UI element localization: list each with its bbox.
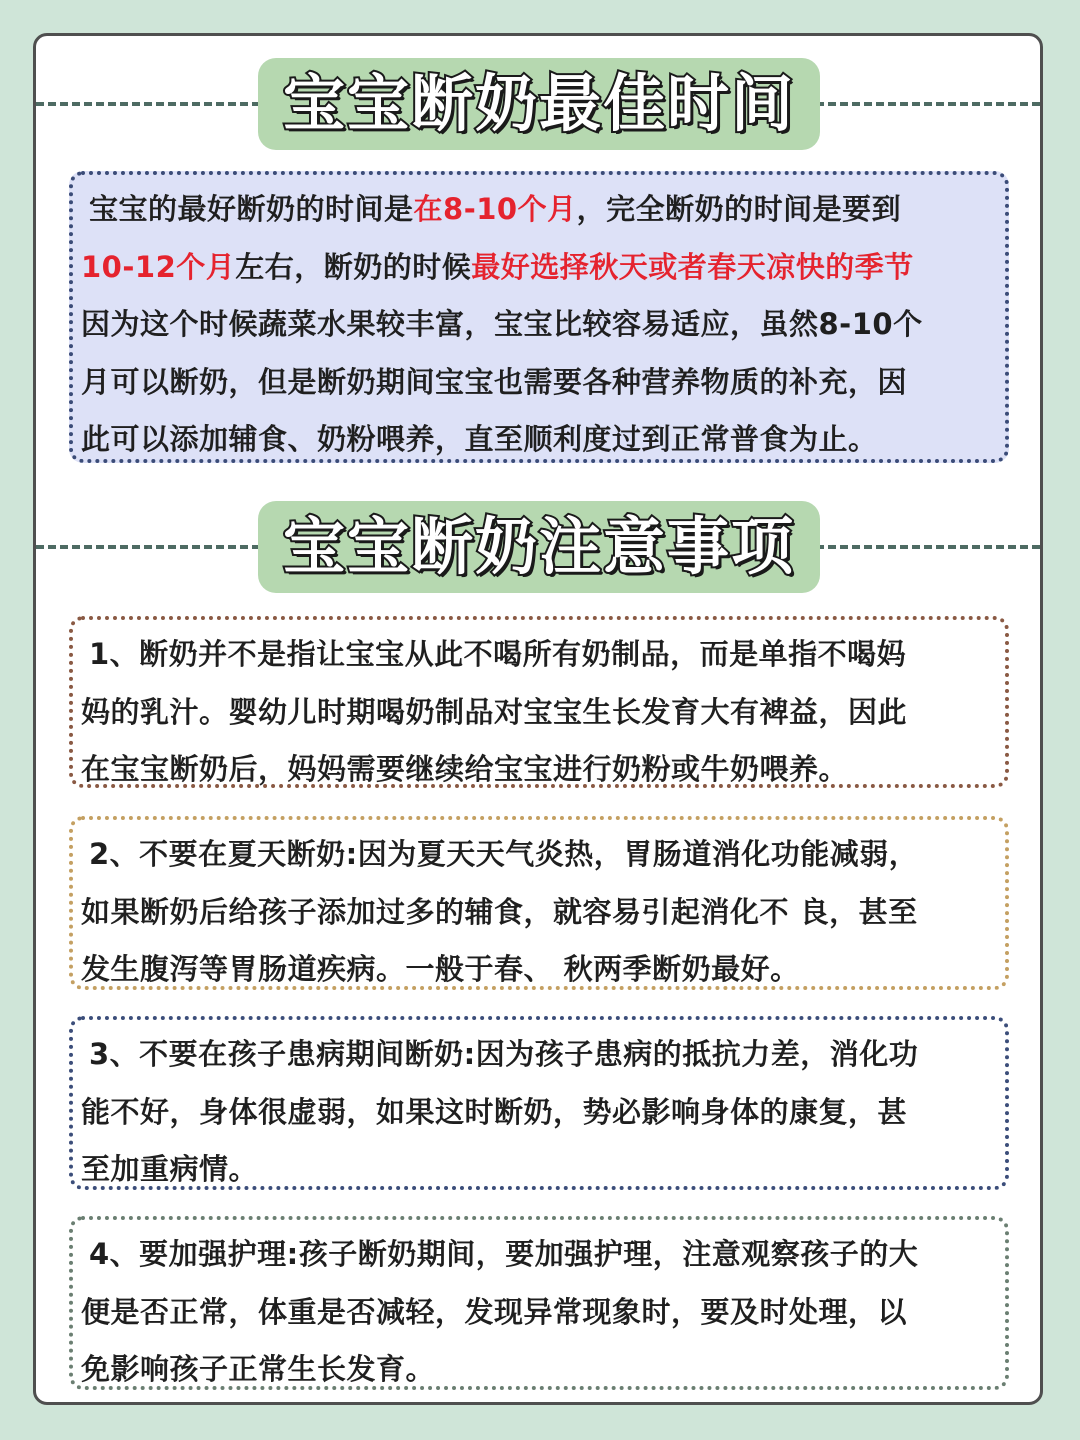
tip-box-3 bbox=[69, 1016, 1009, 1190]
tip-box-4 bbox=[69, 1216, 1009, 1390]
tip-box-1 bbox=[69, 616, 1009, 788]
tip-line: 妈的乳汁。婴幼儿时期喝奶制品对宝宝生长发育大有裨益，因此 bbox=[81, 694, 908, 729]
tip-box-2 bbox=[69, 816, 1009, 990]
intro-highlight: 最好选择秋天或者春天凉快的季节 bbox=[471, 249, 914, 284]
tip-line: 2、不要在夏天断奶:因为夏天天气炎热，胃肠道消化功能减弱， bbox=[89, 837, 919, 871]
intro-line bbox=[81, 239, 997, 297]
tip-line: 能不好，身体很虚弱，如果这时断奶，势必影响身体的康复，甚 bbox=[81, 1094, 908, 1129]
tip-line: 发生腹泻等胃肠道疾病。一般于春、 秋两季断奶最好。 bbox=[81, 952, 800, 986]
intro-box bbox=[69, 171, 1009, 463]
intro-line: 月可以断奶，但是断奶期间宝宝也需要各种营养物质的补充，因 bbox=[81, 364, 908, 399]
intro-line bbox=[81, 181, 997, 239]
intro-line: 此可以添加辅食、奶粉喂养，直至顺利度过到正常普食为止。 bbox=[81, 422, 878, 456]
section-title: 宝宝断奶最佳时间 bbox=[282, 67, 795, 140]
tip-line: 如果断奶后给孩子添加过多的辅食，就容易引起消化不 良，甚至 bbox=[81, 894, 918, 929]
intro-text: 左右，断奶的时候 bbox=[235, 249, 472, 284]
section-header-notes bbox=[36, 501, 1040, 593]
intro-line: 因为这个时候蔬菜水果较丰富，宝宝比较容易适应，虽然8-10个 bbox=[81, 307, 923, 341]
tip-line: 免影响孩子正常生长发育。 bbox=[81, 1352, 436, 1386]
tip-line: 在宝宝断奶后，妈妈需要继续给宝宝进行奶粉或牛奶喂养。 bbox=[81, 752, 849, 786]
intro-text: ，完全断奶的时间是要到 bbox=[576, 192, 902, 226]
tip-line: 4、要加强护理:孩子断奶期间，要加强护理，注意观察孩子的大 bbox=[89, 1237, 919, 1271]
intro-highlight: 10-12个月 bbox=[81, 249, 236, 284]
intro-highlight: 在8-10个月 bbox=[413, 192, 577, 226]
intro-text: 宝宝的最好断奶的时间是 bbox=[89, 192, 414, 226]
section-header-best-time bbox=[36, 58, 1040, 150]
tip-line: 至加重病情。 bbox=[81, 1152, 259, 1186]
content-card bbox=[33, 33, 1043, 1405]
section-title: 宝宝断奶注意事项 bbox=[282, 510, 795, 583]
tip-line: 1、断奶并不是指让宝宝从此不喝所有奶制品，而是单指不喝妈 bbox=[89, 637, 907, 671]
tip-line: 3、不要在孩子患病期间断奶:因为孩子患病的抵抗力差，消化功 bbox=[89, 1037, 919, 1071]
tip-line: 便是否正常，体重是否减轻，发现异常现象时，要及时处理，以 bbox=[81, 1294, 908, 1329]
